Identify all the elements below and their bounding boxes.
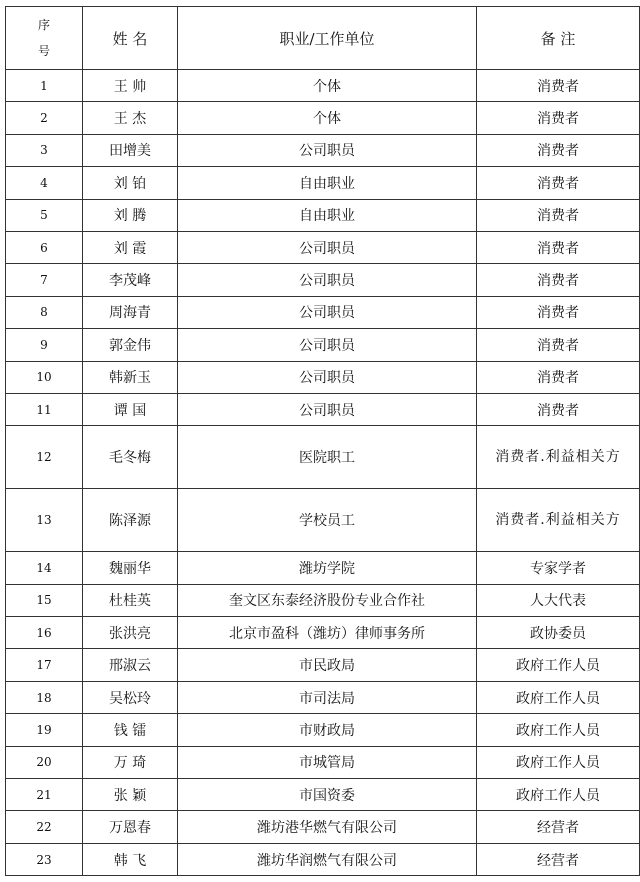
row-no (6, 552, 83, 584)
row-name-text: 郭金伟 (109, 337, 151, 354)
row-job-text: 公司职员 (299, 143, 355, 160)
row-name (83, 329, 178, 361)
row-no (6, 102, 83, 134)
row-no (6, 361, 83, 393)
row-job (178, 296, 477, 328)
row-no-text: 11 (36, 402, 52, 417)
row-name-text: 吴松玲 (109, 690, 151, 707)
header-row (6, 7, 640, 70)
row-note (477, 552, 640, 584)
row-note-text: 消费者 (537, 143, 579, 160)
row-job (178, 843, 477, 875)
row-job (178, 714, 477, 746)
row-job-text: 自由职业 (299, 208, 355, 225)
row-name-text: 刘 霞 (113, 240, 147, 257)
row-job-text: 公司职员 (299, 273, 355, 290)
row-name-text: 李茂峰 (109, 273, 151, 290)
table-row (6, 426, 640, 489)
row-note-text: 经营者 (537, 852, 579, 869)
row-no-text: 10 (36, 370, 52, 385)
row-job (178, 617, 477, 649)
row-note-text: 政府工作人员 (516, 658, 600, 675)
row-no (6, 167, 83, 199)
row-note-text: 消费者.利益相关方 (495, 449, 621, 466)
row-no (6, 231, 83, 263)
row-job-text: 市民政局 (299, 658, 355, 675)
row-no-text: 19 (36, 722, 52, 737)
row-no (6, 584, 83, 616)
row-job-text: 个体 (313, 78, 341, 95)
table-row (6, 489, 640, 552)
row-no (6, 70, 83, 102)
row-job-text: 学校员工 (299, 513, 355, 530)
row-no-text: 22 (36, 820, 52, 835)
header-no: 序号 (6, 7, 83, 70)
row-name (83, 811, 178, 843)
row-job-text: 市财政局 (299, 722, 355, 739)
row-name-text: 万 琦 (113, 755, 147, 772)
row-note (477, 681, 640, 713)
row-note-text: 政府工作人员 (516, 722, 600, 739)
row-job-text: 公司职员 (299, 402, 355, 419)
table-row (6, 70, 640, 102)
table-row (6, 779, 640, 811)
row-name-text: 韩 飞 (113, 852, 147, 869)
row-name (83, 134, 178, 166)
row-note (477, 167, 640, 199)
row-name (83, 552, 178, 584)
member-table (5, 6, 640, 876)
table-row (6, 811, 640, 843)
row-name (83, 296, 178, 328)
row-no-text: 15 (36, 593, 52, 608)
row-name (83, 231, 178, 263)
row-note (477, 714, 640, 746)
row-job (178, 231, 477, 263)
row-job-text: 个体 (313, 111, 341, 128)
row-job (178, 552, 477, 584)
row-job (178, 393, 477, 425)
row-note (477, 584, 640, 616)
row-no (6, 746, 83, 778)
row-no-text: 8 (40, 305, 48, 320)
row-name (83, 584, 178, 616)
row-note (477, 231, 640, 263)
row-note-text: 政协委员 (530, 625, 586, 642)
row-no (6, 329, 83, 361)
row-no (6, 296, 83, 328)
row-job-text: 公司职员 (299, 370, 355, 387)
header-note: 备 注 (477, 7, 640, 70)
row-name-text: 张洪亮 (109, 625, 151, 642)
row-job (178, 199, 477, 231)
table-row (6, 199, 640, 231)
row-job-text: 公司职员 (299, 305, 355, 322)
row-note-text: 消费者 (537, 305, 579, 322)
table-row (6, 393, 640, 425)
row-job (178, 167, 477, 199)
row-job (178, 426, 477, 489)
row-job (178, 779, 477, 811)
row-no (6, 714, 83, 746)
row-note (477, 70, 640, 102)
row-note-text: 人大代表 (530, 593, 586, 610)
row-no-text: 7 (40, 273, 48, 288)
table-row (6, 681, 640, 713)
row-job-text: 自由职业 (299, 175, 355, 192)
table-row (6, 746, 640, 778)
row-no-text: 18 (36, 690, 52, 705)
row-name (83, 489, 178, 552)
row-name-text: 周海青 (109, 305, 151, 322)
row-no-text: 21 (36, 787, 52, 802)
row-note (477, 134, 640, 166)
row-job (178, 681, 477, 713)
row-note-text: 消费者 (537, 78, 579, 95)
row-no-text: 3 (40, 143, 48, 158)
row-note (477, 843, 640, 875)
row-note-text: 消费者 (537, 175, 579, 192)
row-name-text: 田增美 (109, 143, 151, 160)
row-job (178, 489, 477, 552)
row-name-text: 王 帅 (113, 78, 147, 95)
row-note (477, 361, 640, 393)
row-note (477, 296, 640, 328)
row-no (6, 811, 83, 843)
row-no-text: 14 (36, 560, 52, 575)
row-note-text: 专家学者 (530, 560, 586, 577)
table-row (6, 102, 640, 134)
row-name-text: 韩新玉 (109, 370, 151, 387)
row-job (178, 134, 477, 166)
table-row (6, 329, 640, 361)
table-row (6, 552, 640, 584)
row-note-text: 消费者.利益相关方 (495, 512, 621, 529)
row-no-text: 16 (36, 625, 52, 640)
row-name (83, 393, 178, 425)
row-note-text: 政府工作人员 (516, 690, 600, 707)
row-name (83, 843, 178, 875)
row-job (178, 264, 477, 296)
table-row (6, 296, 640, 328)
row-job-text: 公司职员 (299, 240, 355, 257)
row-job-text: 潍坊港华燃气有限公司 (257, 820, 397, 837)
row-no-text: 23 (36, 852, 52, 867)
row-note (477, 779, 640, 811)
row-no (6, 393, 83, 425)
row-name-text: 张 颖 (113, 787, 147, 804)
table-row (6, 361, 640, 393)
row-no-text: 4 (40, 175, 48, 190)
row-name-text: 谭 国 (113, 402, 147, 419)
row-note-text: 消费者 (537, 402, 579, 419)
row-no-text: 9 (40, 337, 48, 352)
row-note (477, 426, 640, 489)
row-no-text: 20 (36, 755, 52, 770)
row-note (477, 264, 640, 296)
row-name-text: 王 杰 (113, 111, 147, 128)
table-row (6, 714, 640, 746)
row-name-text: 毛冬梅 (109, 450, 151, 467)
row-no (6, 779, 83, 811)
row-job-text: 潍坊华润燃气有限公司 (257, 852, 397, 869)
row-note (477, 617, 640, 649)
row-name-text: 杜桂英 (109, 593, 151, 610)
row-name (83, 681, 178, 713)
row-no-text: 6 (40, 240, 48, 255)
row-name (83, 264, 178, 296)
row-note (477, 329, 640, 361)
row-job-text: 奎文区东泰经济股份专业合作社 (229, 593, 425, 610)
table-row (6, 264, 640, 296)
row-job-text: 医院职工 (299, 450, 355, 467)
row-no-text: 1 (40, 78, 48, 93)
row-no-text: 2 (40, 111, 48, 126)
row-note (477, 811, 640, 843)
row-name (83, 199, 178, 231)
row-job (178, 649, 477, 681)
row-no (6, 426, 83, 489)
header-job: 职业/工作单位 (178, 7, 477, 70)
row-job-text: 潍坊学院 (299, 560, 355, 577)
row-no (6, 681, 83, 713)
row-note (477, 649, 640, 681)
row-name (83, 779, 178, 811)
row-note-text: 消费者 (537, 337, 579, 354)
row-note-text: 政府工作人员 (516, 755, 600, 772)
row-name (83, 102, 178, 134)
header-name: 姓 名 (83, 7, 178, 70)
row-name-text: 陈泽源 (109, 513, 151, 530)
row-name-text: 刘 腾 (113, 208, 147, 225)
table-row (6, 584, 640, 616)
table-row (6, 134, 640, 166)
row-job-text: 市司法局 (299, 690, 355, 707)
table-row (6, 843, 640, 875)
row-job (178, 329, 477, 361)
row-name (83, 70, 178, 102)
row-no (6, 264, 83, 296)
row-no-text: 5 (40, 208, 48, 223)
row-note-text: 经营者 (537, 820, 579, 837)
row-name (83, 649, 178, 681)
row-note-text: 消费者 (537, 240, 579, 257)
row-no (6, 489, 83, 552)
row-job (178, 746, 477, 778)
row-no-text: 13 (36, 513, 52, 528)
row-no-text: 12 (36, 450, 52, 465)
row-note (477, 199, 640, 231)
row-no-text: 17 (36, 658, 52, 673)
row-no (6, 649, 83, 681)
row-job (178, 102, 477, 134)
row-note-text: 消费者 (537, 111, 579, 128)
table-row (6, 167, 640, 199)
row-name (83, 617, 178, 649)
table-row (6, 617, 640, 649)
row-note-text: 消费者 (537, 208, 579, 225)
row-no (6, 843, 83, 875)
row-job-text: 北京市盈科（潍坊）律师事务所 (229, 625, 425, 642)
row-name (83, 361, 178, 393)
row-job (178, 361, 477, 393)
row-name (83, 167, 178, 199)
table-row (6, 649, 640, 681)
row-job (178, 70, 477, 102)
row-name (83, 426, 178, 489)
row-note (477, 393, 640, 425)
row-name-text: 钱 镭 (113, 722, 147, 739)
row-note-text: 消费者 (537, 273, 579, 290)
row-name-text: 刘 铂 (113, 175, 147, 192)
table-row (6, 231, 640, 263)
row-no (6, 617, 83, 649)
row-job-text: 市城管局 (299, 755, 355, 772)
row-job-text: 市国资委 (299, 787, 355, 804)
row-job (178, 811, 477, 843)
row-job (178, 584, 477, 616)
row-note-text: 政府工作人员 (516, 787, 600, 804)
row-name-text: 魏丽华 (109, 560, 151, 577)
row-note (477, 489, 640, 552)
row-name-text: 邢淑云 (109, 658, 151, 675)
row-name (83, 714, 178, 746)
row-name-text: 万恩春 (109, 820, 151, 837)
row-no (6, 199, 83, 231)
row-name (83, 746, 178, 778)
row-no (6, 134, 83, 166)
row-note-text: 消费者 (537, 370, 579, 387)
row-note (477, 746, 640, 778)
row-job-text: 公司职员 (299, 337, 355, 354)
row-note (477, 102, 640, 134)
